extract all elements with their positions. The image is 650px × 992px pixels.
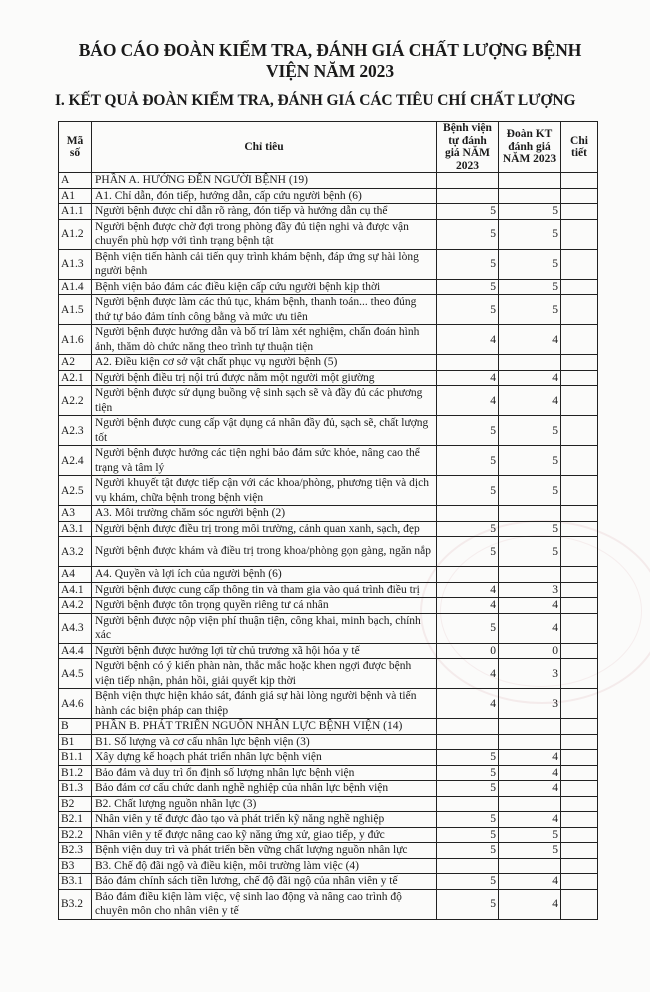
row-code: A3.2	[59, 537, 92, 567]
table-row	[59, 476, 598, 506]
row-self-score: 5	[437, 416, 499, 446]
row-criterion: Xây dựng kế hoạch phát triển nhân lực bệnh viện	[92, 750, 437, 766]
row-criterion: Người bệnh được làm các thủ tục, khám bệnh, thanh toán... theo đúng thứ tự bảo đảm tính công bằng và mức ưu tiên	[92, 295, 437, 325]
row-self-score: 5	[437, 781, 499, 797]
table-row	[59, 325, 598, 355]
row-criterion: Nhân viên y tế được nâng cao kỹ năng ứng xử, giao tiếp, y đức	[92, 827, 437, 843]
row-code: B3.1	[59, 874, 92, 890]
row-criterion: A1. Chỉ dẫn, đón tiếp, hướng dẫn, cấp cứu người bệnh (6)	[92, 188, 437, 204]
row-team-score	[499, 188, 561, 204]
row-self-score	[437, 719, 499, 735]
row-detail	[561, 889, 598, 919]
row-code: A1.5	[59, 295, 92, 325]
table-group-row	[59, 173, 598, 189]
row-criterion: Người bệnh được cung cấp vật dụng cá nhân đầy đủ, sạch sẽ, chất lượng tốt	[92, 416, 437, 446]
row-detail	[561, 295, 598, 325]
row-team-score: 5	[499, 219, 561, 249]
row-self-score: 5	[437, 446, 499, 476]
row-code: A2.2	[59, 386, 92, 416]
header-self-evaluation: Bệnh viện tự đánh giá NĂM 2023	[437, 122, 499, 173]
row-detail	[561, 173, 598, 189]
row-self-score: 5	[437, 537, 499, 567]
row-detail	[561, 643, 598, 659]
table-row	[59, 537, 598, 567]
row-code: A3	[59, 506, 92, 522]
row-detail	[561, 416, 598, 446]
row-team-score	[499, 173, 561, 189]
row-detail	[561, 386, 598, 416]
row-team-score: 5	[499, 295, 561, 325]
row-code: A4	[59, 567, 92, 583]
row-code: A2	[59, 355, 92, 371]
row-self-score: 5	[437, 827, 499, 843]
row-code: A4.5	[59, 659, 92, 689]
section-heading: I. KẾT QUẢ ĐOÀN KIỂM TRA, ĐÁNH GIÁ CÁC TIÊU CHÍ CHẤT LƯỢNG	[55, 92, 576, 109]
row-criterion: B1. Số lượng và cơ cấu nhân lực bệnh viện (3)	[92, 734, 437, 750]
row-detail	[561, 506, 598, 522]
row-team-score: 3	[499, 659, 561, 689]
table-group-row	[59, 734, 598, 750]
row-team-score: 0	[499, 643, 561, 659]
row-self-score: 4	[437, 598, 499, 614]
row-code: B2.3	[59, 843, 92, 859]
row-detail	[561, 827, 598, 843]
row-self-score	[437, 173, 499, 189]
row-detail	[561, 567, 598, 583]
table-row	[59, 204, 598, 220]
row-criterion: Người bệnh được chờ đợi trong phòng đầy đủ tiện nghi và được vận chuyển phù hợp với tình trạng bệnh tật	[92, 219, 437, 249]
row-team-score	[499, 719, 561, 735]
row-team-score: 4	[499, 812, 561, 828]
row-team-score: 5	[499, 827, 561, 843]
row-detail	[561, 613, 598, 643]
row-detail	[561, 781, 598, 797]
table-row	[59, 521, 598, 537]
row-detail	[561, 219, 598, 249]
row-team-score: 4	[499, 889, 561, 919]
header-team-evaluation: Đoàn KT đánh giá NĂM 2023	[499, 122, 561, 173]
table-row	[59, 582, 598, 598]
row-self-score: 5	[437, 812, 499, 828]
row-detail	[561, 476, 598, 506]
row-code: A4.3	[59, 613, 92, 643]
table-row	[59, 812, 598, 828]
table-row	[59, 643, 598, 659]
row-team-score	[499, 734, 561, 750]
row-detail	[561, 796, 598, 812]
row-self-score: 5	[437, 219, 499, 249]
row-team-score: 4	[499, 613, 561, 643]
row-self-score	[437, 734, 499, 750]
row-criterion: B2. Chất lượng nguồn nhân lực (3)	[92, 796, 437, 812]
row-criterion: Bảo đảm và duy trì ổn định số lượng nhân lực bệnh viện	[92, 765, 437, 781]
row-self-score	[437, 355, 499, 371]
row-detail	[561, 204, 598, 220]
row-criterion: Bảo đảm điều kiện làm việc, vệ sinh lao động và nâng cao trình độ chuyên môn cho nhân viên y tế	[92, 889, 437, 919]
row-self-score: 4	[437, 659, 499, 689]
table-group-row	[59, 188, 598, 204]
row-team-score: 4	[499, 765, 561, 781]
row-code: A3.1	[59, 521, 92, 537]
row-detail	[561, 659, 598, 689]
row-team-score	[499, 796, 561, 812]
quality-criteria-table	[58, 121, 598, 920]
row-code: B1.3	[59, 781, 92, 797]
row-criterion: Người bệnh có ý kiến phàn nàn, thắc mắc hoặc khen ngợi được bệnh viện tiếp nhận, phản hồi, giải quyết kịp thời	[92, 659, 437, 689]
row-detail	[561, 734, 598, 750]
row-detail	[561, 843, 598, 859]
table-row	[59, 219, 598, 249]
table-row	[59, 386, 598, 416]
row-code: B3	[59, 858, 92, 874]
row-team-score: 5	[499, 537, 561, 567]
row-code: A1.1	[59, 204, 92, 220]
table-row	[59, 659, 598, 689]
row-criterion: Người bệnh được hưởng lợi từ chủ trương xã hội hóa y tế	[92, 643, 437, 659]
row-self-score: 5	[437, 843, 499, 859]
row-self-score	[437, 858, 499, 874]
row-criterion: PHẦN A. HƯỚNG ĐẾN NGƯỜI BỆNH (19)	[92, 173, 437, 189]
row-self-score: 5	[437, 889, 499, 919]
row-detail	[561, 446, 598, 476]
row-self-score: 4	[437, 689, 499, 719]
row-team-score: 5	[499, 476, 561, 506]
row-code: B1.2	[59, 765, 92, 781]
row-detail	[561, 188, 598, 204]
row-team-score: 5	[499, 521, 561, 537]
row-self-score: 4	[437, 386, 499, 416]
row-criterion: Người bệnh được sử dụng buồng vệ sinh sạch sẽ và đầy đủ các phương tiện	[92, 386, 437, 416]
row-code: B	[59, 719, 92, 735]
row-code: A1.4	[59, 279, 92, 295]
row-team-score	[499, 567, 561, 583]
row-self-score: 4	[437, 370, 499, 386]
row-criterion: Bệnh viện bảo đảm các điều kiện cấp cứu người bệnh kịp thời	[92, 279, 437, 295]
row-self-score: 5	[437, 279, 499, 295]
row-team-score: 5	[499, 446, 561, 476]
row-self-score	[437, 796, 499, 812]
row-self-score: 5	[437, 750, 499, 766]
table-header-row	[59, 122, 598, 173]
row-self-score: 5	[437, 249, 499, 279]
row-code: A1	[59, 188, 92, 204]
row-code: B1.1	[59, 750, 92, 766]
row-criterion: A3. Môi trường chăm sóc người bệnh (2)	[92, 506, 437, 522]
row-criterion: PHẦN B. PHÁT TRIỂN NGUỒN NHÂN LỰC BỆNH VIỆN (14)	[92, 719, 437, 735]
row-detail	[561, 858, 598, 874]
row-detail	[561, 750, 598, 766]
header-detail: Chi tiết	[561, 122, 598, 173]
table-row	[59, 750, 598, 766]
row-code: A4.1	[59, 582, 92, 598]
row-criterion: Người bệnh được tôn trọng quyền riêng tư cá nhân	[92, 598, 437, 614]
document-title: BÁO CÁO ĐOÀN KIỂM TRA, ĐÁNH GIÁ CHẤT LƯỢNG BỆNH VIỆN NĂM 2023	[78, 40, 582, 81]
row-criterion: Bệnh viện tiến hành cải tiến quy trình khám bệnh, đáp ứng sự hài lòng người bệnh	[92, 249, 437, 279]
row-code: B3.2	[59, 889, 92, 919]
row-criterion: Bảo đảm chính sách tiền lương, chế độ đãi ngộ của nhân viên y tế	[92, 874, 437, 890]
row-code: A1.6	[59, 325, 92, 355]
row-team-score: 4	[499, 386, 561, 416]
row-detail	[561, 812, 598, 828]
row-detail	[561, 249, 598, 279]
row-code: B1	[59, 734, 92, 750]
table-row	[59, 689, 598, 719]
row-team-score: 4	[499, 874, 561, 890]
row-detail	[561, 874, 598, 890]
row-criterion: A4. Quyền và lợi ích của người bệnh (6)	[92, 567, 437, 583]
table-group-row	[59, 858, 598, 874]
table-row	[59, 827, 598, 843]
table-group-row	[59, 796, 598, 812]
table-row	[59, 295, 598, 325]
row-detail	[561, 689, 598, 719]
header-code: Mã số	[59, 122, 92, 173]
row-team-score: 5	[499, 843, 561, 859]
row-code: A4.4	[59, 643, 92, 659]
row-self-score	[437, 506, 499, 522]
row-detail	[561, 370, 598, 386]
row-criterion: Người bệnh được nộp viện phí thuận tiện, công khai, minh bạch, chính xác	[92, 613, 437, 643]
row-criterion: Người bệnh được khám và điều trị trong khoa/phòng gọn gàng, ngăn nắp	[92, 537, 437, 567]
row-criterion: Người bệnh được hưởng các tiện nghi bảo đảm sức khỏe, nâng cao thể trạng và tâm lý	[92, 446, 437, 476]
row-code: B2.2	[59, 827, 92, 843]
row-code: B2.1	[59, 812, 92, 828]
row-criterion: Người bệnh được hướng dẫn và bố trí làm xét nghiệm, chẩn đoán hình ảnh, thăm dò chức năng theo trình tự thuận tiện	[92, 325, 437, 355]
row-detail	[561, 325, 598, 355]
row-team-score: 4	[499, 370, 561, 386]
row-detail	[561, 719, 598, 735]
row-team-score: 4	[499, 325, 561, 355]
row-code: A2.4	[59, 446, 92, 476]
table-group-row	[59, 719, 598, 735]
row-criterion: Bảo đảm cơ cấu chức danh nghề nghiệp của nhân lực bệnh viện	[92, 781, 437, 797]
row-self-score: 5	[437, 204, 499, 220]
row-code: A1.3	[59, 249, 92, 279]
table-row	[59, 874, 598, 890]
row-self-score: 5	[437, 613, 499, 643]
table-group-row	[59, 506, 598, 522]
table-row	[59, 446, 598, 476]
row-criterion: Bệnh viện duy trì và phát triển bền vững chất lượng nguồn nhân lực	[92, 843, 437, 859]
row-team-score	[499, 506, 561, 522]
row-team-score: 5	[499, 249, 561, 279]
row-team-score: 4	[499, 781, 561, 797]
row-code: A4.6	[59, 689, 92, 719]
row-code: A	[59, 173, 92, 189]
row-criterion: Người bệnh được chỉ dẫn rõ ràng, đón tiếp và hướng dẫn cụ thể	[92, 204, 437, 220]
row-criterion: Người khuyết tật được tiếp cận với các khoa/phòng, phương tiện và dịch vụ khám, chữa bệnh trong bệnh viện	[92, 476, 437, 506]
row-code: A2.3	[59, 416, 92, 446]
row-self-score: 5	[437, 874, 499, 890]
table-row	[59, 843, 598, 859]
row-detail	[561, 355, 598, 371]
table-row	[59, 416, 598, 446]
row-detail	[561, 765, 598, 781]
row-self-score: 5	[437, 476, 499, 506]
row-detail	[561, 279, 598, 295]
row-detail	[561, 521, 598, 537]
table-row	[59, 598, 598, 614]
row-criterion: Người bệnh được cung cấp thông tin và tham gia vào quá trình điều trị	[92, 582, 437, 598]
row-self-score: 0	[437, 643, 499, 659]
table-row	[59, 765, 598, 781]
row-team-score: 4	[499, 598, 561, 614]
row-team-score	[499, 355, 561, 371]
table-group-row	[59, 355, 598, 371]
table-group-row	[59, 567, 598, 583]
row-self-score	[437, 188, 499, 204]
row-team-score: 3	[499, 689, 561, 719]
row-team-score	[499, 858, 561, 874]
row-detail	[561, 537, 598, 567]
row-team-score: 5	[499, 204, 561, 220]
table-row	[59, 781, 598, 797]
row-self-score: 5	[437, 765, 499, 781]
row-team-score: 4	[499, 750, 561, 766]
row-team-score: 3	[499, 582, 561, 598]
table-row	[59, 249, 598, 279]
row-self-score	[437, 567, 499, 583]
table-row	[59, 370, 598, 386]
row-criterion: Người bệnh được điều trị trong môi trường, cảnh quan xanh, sạch, đẹp	[92, 521, 437, 537]
row-code: A2.1	[59, 370, 92, 386]
row-self-score: 5	[437, 295, 499, 325]
row-team-score: 5	[499, 279, 561, 295]
row-code: A2.5	[59, 476, 92, 506]
row-criterion: Nhân viên y tế được đào tạo và phát triển kỹ năng nghề nghiệp	[92, 812, 437, 828]
row-criterion: A2. Điều kiện cơ sở vật chất phục vụ người bệnh (5)	[92, 355, 437, 371]
row-self-score: 5	[437, 521, 499, 537]
table-row	[59, 613, 598, 643]
header-criterion: Chỉ tiêu	[92, 122, 437, 173]
row-code: A1.2	[59, 219, 92, 249]
row-criterion: B3. Chế độ đãi ngộ và điều kiện, môi trường làm việc (4)	[92, 858, 437, 874]
row-detail	[561, 598, 598, 614]
row-team-score: 5	[499, 416, 561, 446]
row-code: B2	[59, 796, 92, 812]
row-self-score: 4	[437, 582, 499, 598]
table-row	[59, 889, 598, 919]
table-row	[59, 279, 598, 295]
row-detail	[561, 582, 598, 598]
row-criterion: Bệnh viện thực hiện khảo sát, đánh giá sự hài lòng người bệnh và tiến hành các biện pháp can thiệp	[92, 689, 437, 719]
row-code: A4.2	[59, 598, 92, 614]
row-self-score: 4	[437, 325, 499, 355]
row-criterion: Người bệnh điều trị nội trú được nằm một người một giường	[92, 370, 437, 386]
